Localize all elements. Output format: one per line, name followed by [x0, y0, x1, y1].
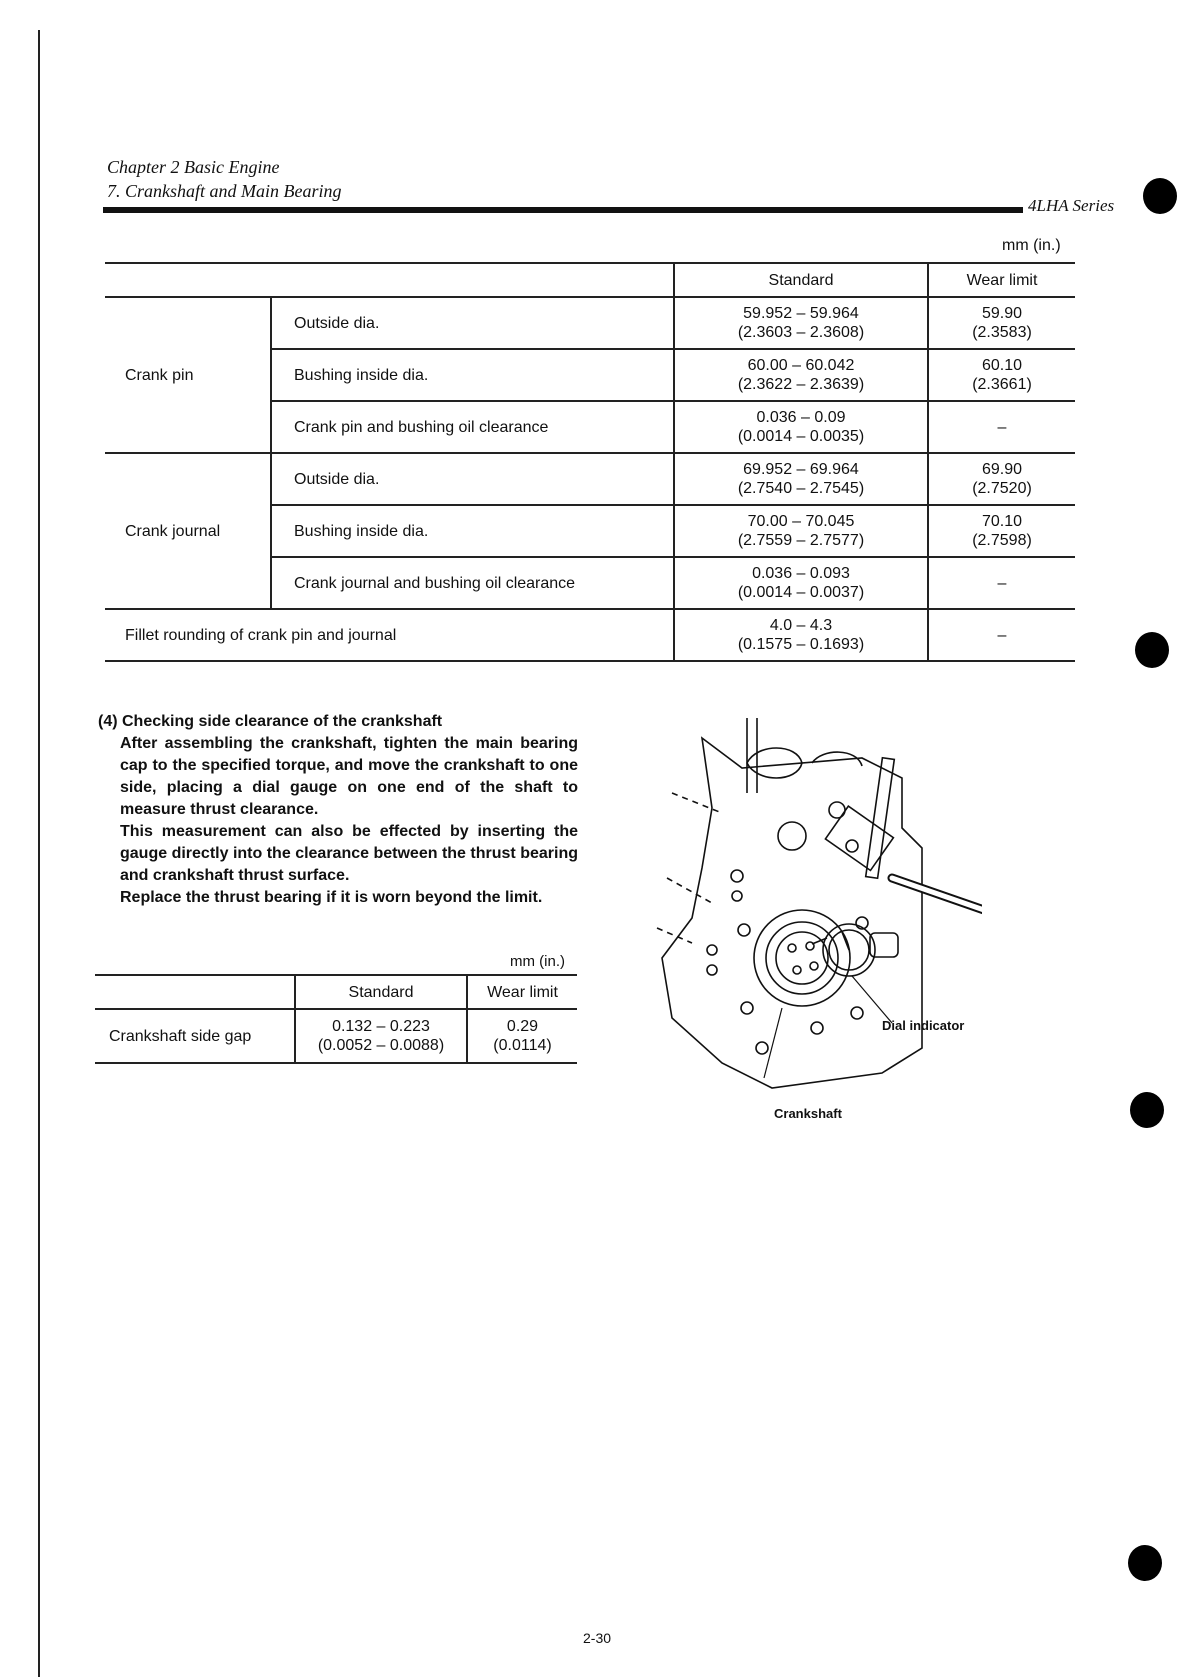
wear-limit-value: 70.10 (2.7598)	[928, 505, 1075, 557]
table2-unit: mm (in.)	[510, 953, 565, 970]
item-label: Bushing inside dia.	[271, 505, 674, 557]
crankshaft-label: Crankshaft	[774, 1106, 842, 1121]
crankshaft-spec-table	[105, 262, 1075, 662]
table-row	[105, 297, 1075, 349]
table-row	[105, 609, 1075, 661]
table-header-row	[95, 975, 577, 1009]
paragraph: Replace the thrust bearing if it is worn beyond the limit.	[120, 889, 543, 906]
header-rule	[103, 207, 1023, 213]
standard-value: 60.00 – 60.042 (2.3622 – 2.3639)	[674, 349, 928, 401]
item-label: Crank journal and bushing oil clearance	[271, 557, 674, 609]
standard-value: 59.952 – 59.964 (2.3603 – 2.3608)	[674, 297, 928, 349]
standard-value: 0.036 – 0.09 (0.0014 – 0.0035)	[674, 401, 928, 453]
chapter-title: Chapter 2 Basic Engine	[107, 157, 280, 177]
table-row	[95, 1009, 577, 1063]
section-4	[98, 711, 578, 909]
item-label: Crank pin and bushing oil clearance	[271, 401, 674, 453]
item-label: Outside dia.	[271, 297, 674, 349]
wear-limit-value: –	[928, 609, 1075, 661]
standard-value: 0.132 – 0.223 (0.0052 – 0.0088)	[295, 1009, 467, 1063]
col-standard: Standard	[674, 263, 928, 297]
item-label: Crankshaft side gap	[109, 1027, 252, 1045]
group-label: Crank journal	[105, 453, 271, 609]
col-standard: Standard	[295, 975, 467, 1009]
table-header-row	[105, 263, 1075, 297]
paragraph: This measurement can also be effected by inserting the gauge directly into the clearance between the thrust bearing and crankshaft thrust surface.	[120, 823, 578, 884]
item-label: Bushing inside dia.	[271, 349, 674, 401]
wear-limit-value: 60.10 (2.3661)	[928, 349, 1075, 401]
table1-unit: mm (in.)	[1002, 237, 1061, 254]
wear-limit-value: 59.90 (2.3583)	[928, 297, 1075, 349]
punch-hole-mark	[1135, 632, 1169, 668]
binding-margin-line	[38, 30, 40, 1677]
series-label: 4LHA Series	[1028, 196, 1115, 215]
col-wear-limit: Wear limit	[928, 263, 1075, 297]
punch-hole-mark	[1130, 1092, 1164, 1128]
dial-indicator-label: Dial indicator	[882, 1018, 965, 1033]
page-number: 2-30	[583, 1630, 612, 1646]
punch-hole-mark	[1143, 178, 1177, 214]
standard-value: 4.0 – 4.3 (0.1575 – 0.1693)	[674, 609, 928, 661]
table-row	[105, 453, 1075, 505]
item-label: Fillet rounding of crank pin and journal	[125, 626, 397, 644]
item-label: Outside dia.	[271, 453, 674, 505]
standard-value: 70.00 – 70.045 (2.7559 – 2.7577)	[674, 505, 928, 557]
standard-value: 69.952 – 69.964 (2.7540 – 2.7545)	[674, 453, 928, 505]
punch-hole-mark	[1128, 1545, 1162, 1581]
col-wear-limit: Wear limit	[467, 975, 577, 1009]
wear-limit-value: 0.29 (0.0114)	[467, 1009, 577, 1063]
side-gap-table	[95, 974, 577, 1064]
wear-limit-value: –	[928, 401, 1075, 453]
group-label: Crank pin	[105, 297, 271, 453]
wear-limit-value: 69.90 (2.7520)	[928, 453, 1075, 505]
section-heading: (4) Checking side clearance of the crankshaft	[98, 713, 443, 730]
engine-block-drawing	[652, 718, 982, 1098]
dial-indicator-illustration	[652, 718, 982, 1121]
chapter-heading	[107, 155, 342, 203]
wear-limit-value: –	[928, 557, 1075, 609]
standard-value: 0.036 – 0.093 (0.0014 – 0.0037)	[674, 557, 928, 609]
section-title: 7. Crankshaft and Main Bearing	[107, 181, 342, 201]
paragraph: After assembling the crankshaft, tighten the main bearing cap to the specified torque, and move the crankshaft to one side, placing a dial gauge on one end of the shaft to measure thrust clearance.	[120, 735, 578, 818]
